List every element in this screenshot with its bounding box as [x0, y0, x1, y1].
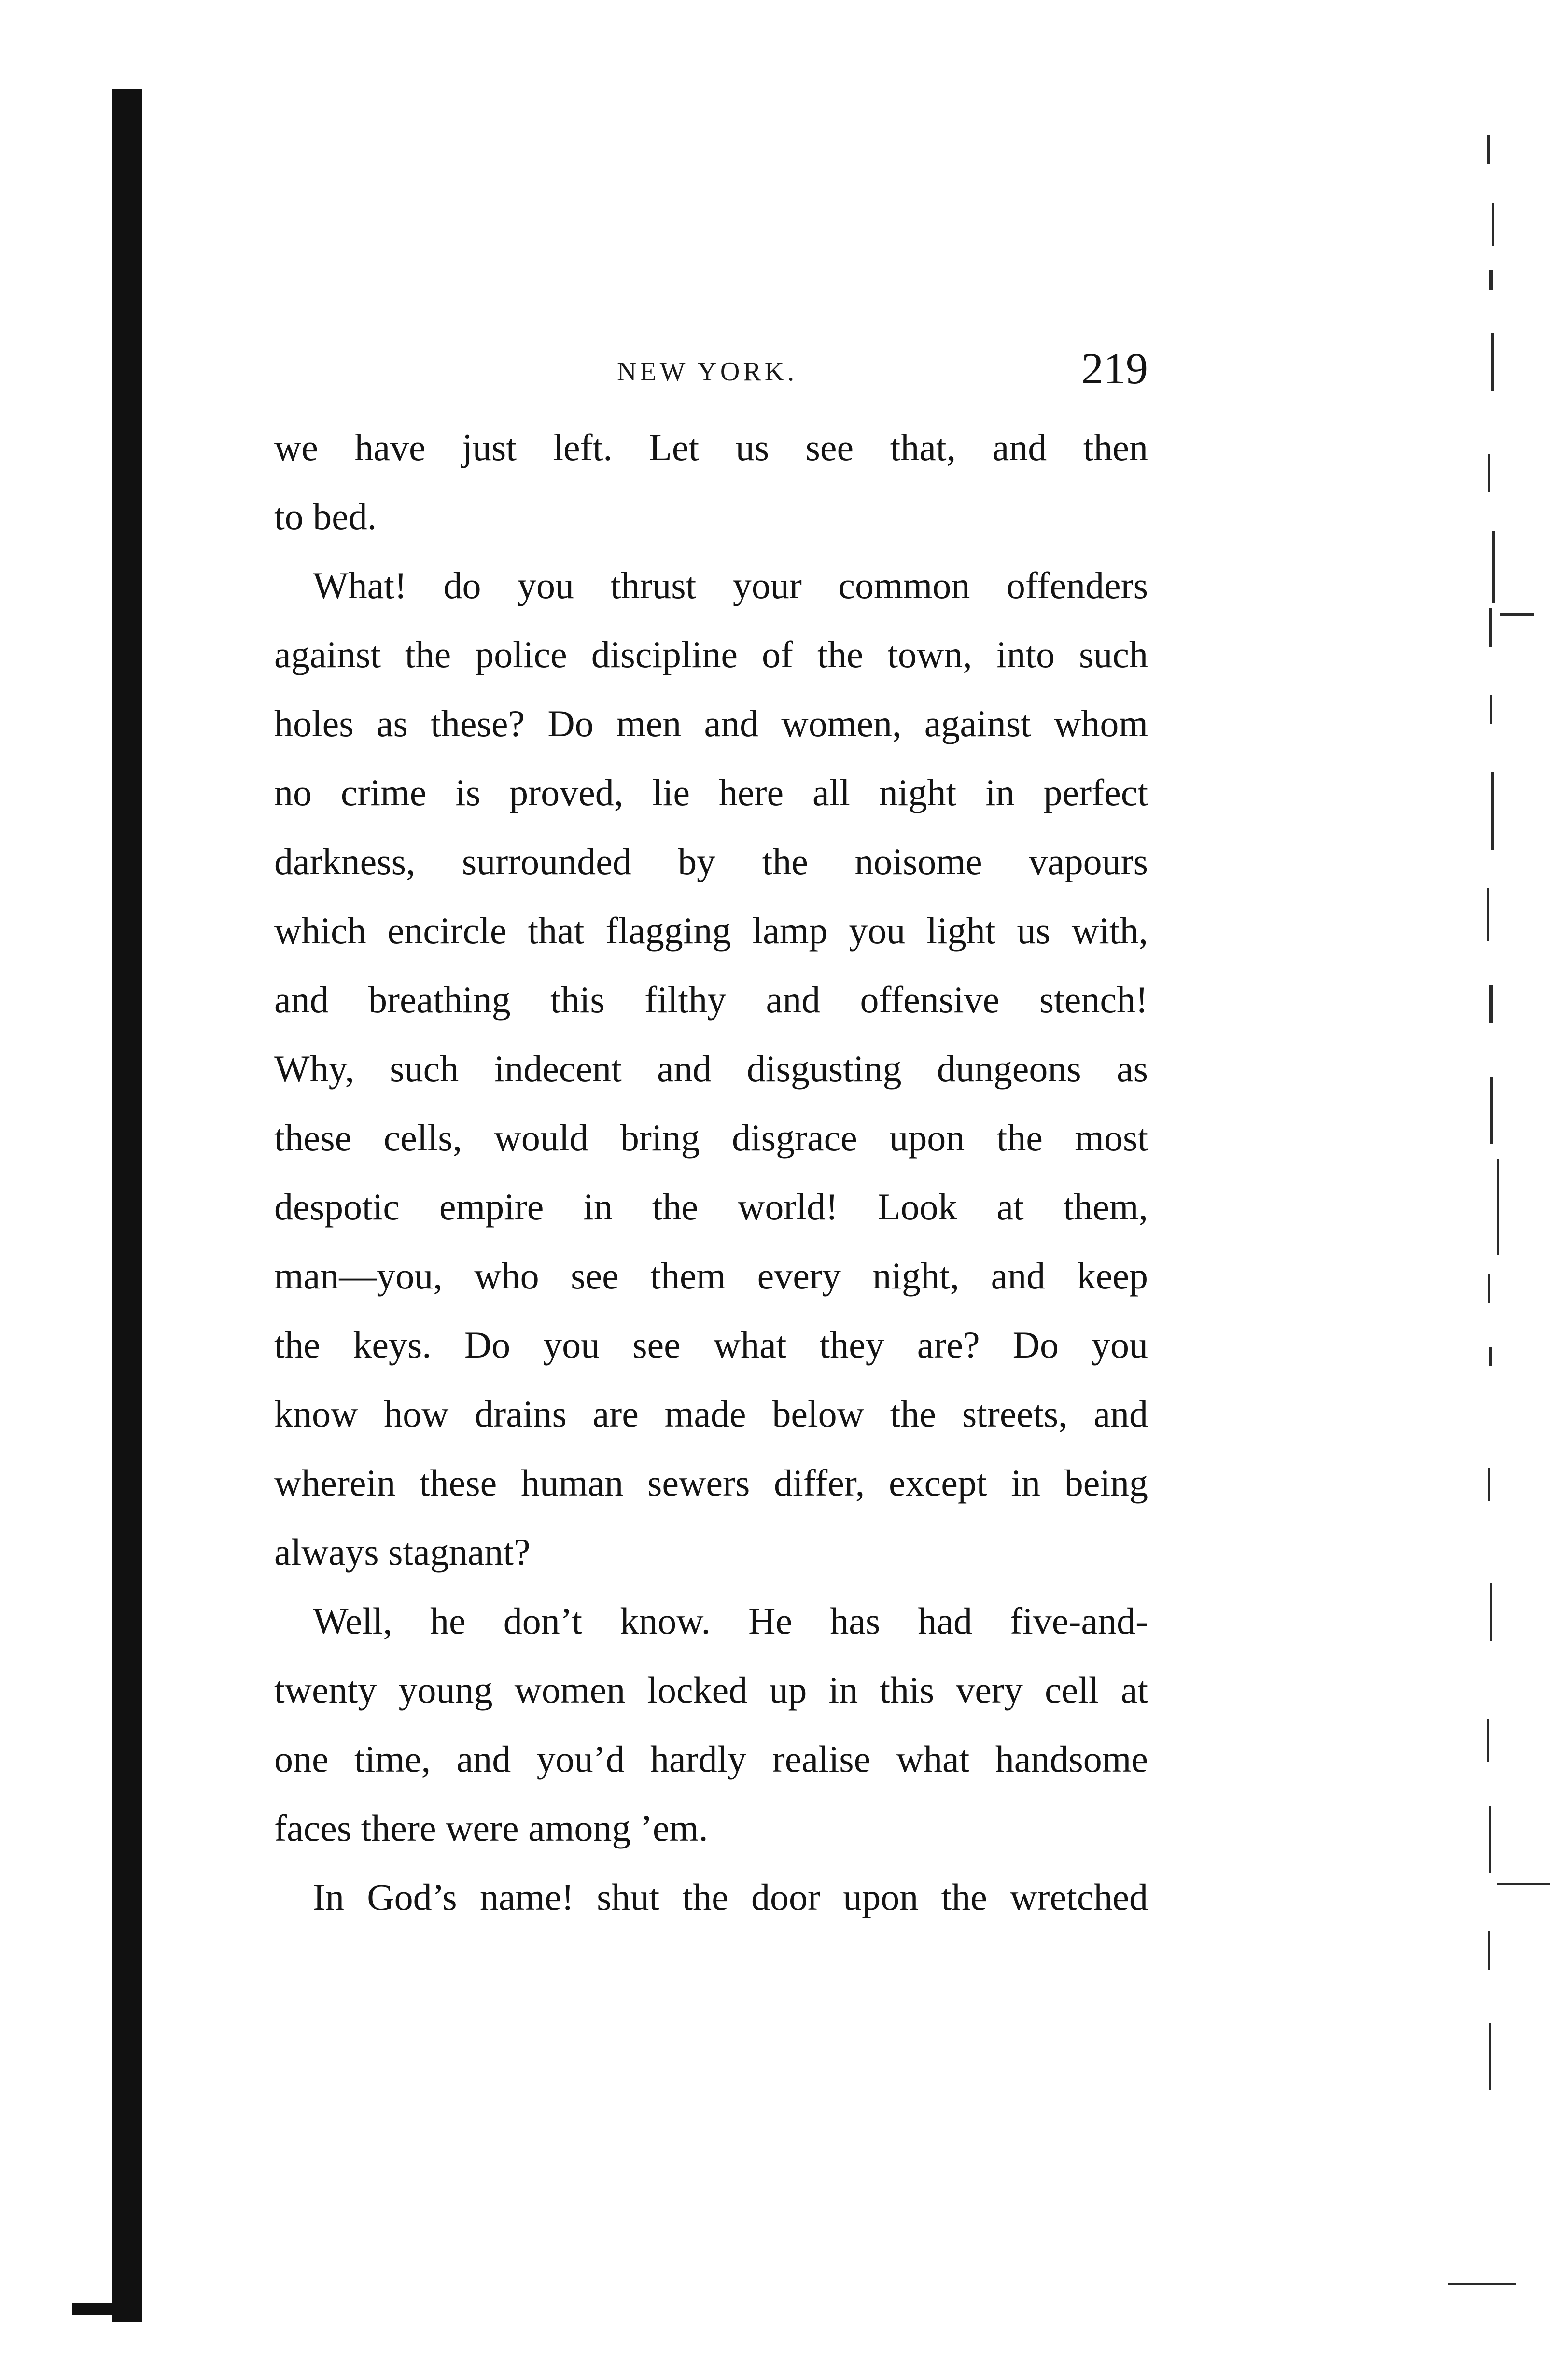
text-line: know how drains are made below the streets, and — [274, 1393, 1148, 1435]
page-number: 219 — [1081, 344, 1148, 393]
text-line: one time, and you’d hardly realise what handsome — [274, 1738, 1148, 1780]
binding-gutter-shadow — [112, 89, 142, 2322]
text-line: What! do you thrust your common offenders — [313, 564, 1148, 606]
text-line: faces there were among ’em. — [274, 1807, 708, 1849]
right-edge-scan-marks — [1477, 116, 1550, 2327]
text-line: despotic empire in the world! Look at them, — [274, 1186, 1148, 1228]
text-line: wherein these human sewers differ, except in being — [274, 1462, 1148, 1504]
text-line: always stagnant? — [274, 1531, 531, 1573]
running-head — [274, 338, 1148, 406]
text-line: the keys. Do you see what they are? Do you — [274, 1324, 1148, 1366]
text-line: which encircle that flagging lamp you light us with, — [274, 910, 1148, 952]
binding-gutter-foot — [72, 2303, 142, 2315]
text-line: holes as these? Do men and women, against whom — [274, 702, 1148, 744]
text-line: these cells, would bring disgrace upon the most — [274, 1117, 1148, 1159]
body-text — [274, 413, 1148, 1932]
text-line: Well, he don’t know. He has had five-and- — [313, 1600, 1148, 1642]
running-head-title: NEW YORK. — [617, 357, 798, 387]
text-line: against the police discipline of the town, into such — [274, 633, 1148, 675]
text-line: twenty young women locked up in this very cell at — [274, 1669, 1148, 1711]
text-line: to bed. — [274, 495, 377, 537]
text-line: we have just left. Let us see that, and then — [274, 426, 1148, 468]
text-line: man—you, who see them every night, and keep — [274, 1255, 1148, 1297]
text-line: In God’s name! shut the door upon the wretched — [313, 1876, 1148, 1918]
text-line: and breathing this filthy and offensive stench! — [274, 979, 1148, 1021]
text-line: darkness, surrounded by the noisome vapours — [274, 840, 1148, 882]
text-line: Why, such indecent and disgusting dungeons as — [274, 1048, 1148, 1090]
text-line: no crime is proved, lie here all night in perfect — [274, 771, 1148, 813]
